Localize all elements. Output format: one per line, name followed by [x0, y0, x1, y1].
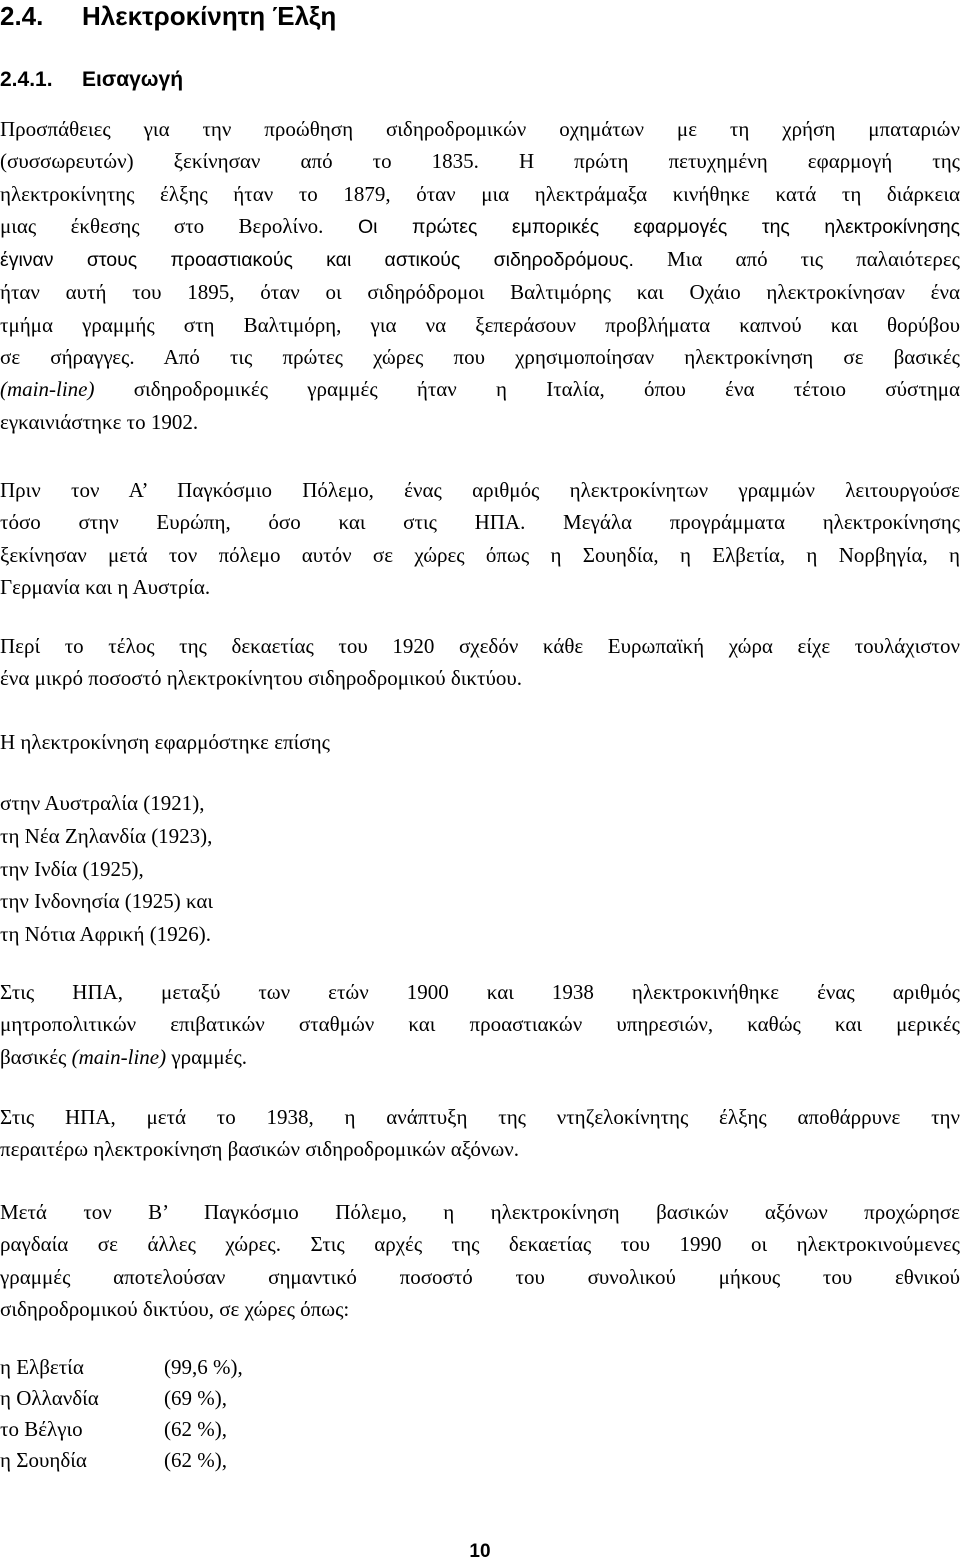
text-segment-italic: (main-line): [71, 1044, 167, 1069]
text-line: [0, 243, 960, 276]
section-heading: [0, 0, 336, 32]
text-line: [0, 341, 960, 373]
table-row: [0, 1445, 243, 1476]
text-line: γραμμές αποτελούσαν σημαντικό ποσοστό του συνολικού μήκους του εθνικού: [0, 1264, 960, 1289]
subsection-number: 2.4.1.: [0, 68, 53, 91]
list-item: τη Νέα Ζηλανδία (1923),: [0, 823, 213, 848]
text-segment: σιδηροδρομικές γραμμές ήταν η Ιταλία, όπου ένα τέτοιο σύστημα: [94, 377, 960, 402]
text-line: Στις ΗΠΑ, μετά το 1938, η ανάπτυξη της ντηζελοκίνητης έλξης αποθάρρυνε την: [0, 1105, 960, 1129]
table-row: [0, 1414, 243, 1445]
list-item: στην Αυστραλία (1921),: [0, 791, 205, 815]
paragraph-introduction: [0, 113, 960, 438]
text-segment: γραμμές.: [166, 1044, 248, 1069]
text-line: σιδηροδρομικού δικτύου, σε χώρες όπως:: [0, 1296, 350, 1321]
section-number: 2.4.: [0, 1, 44, 31]
text-segment: Μεγάλα προγράμματα ηλεκτροκίνησης: [525, 510, 960, 535]
text-line: περαιτέρω ηλεκτροκίνηση βασικών σιδηροδρομικών αξόνων.: [0, 1137, 519, 1162]
table-cell-country: το Βέλγιο: [0, 1417, 83, 1441]
text-line: Στις ΗΠΑ, μεταξύ των ετών 1900 και 1938 ηλεκτροκινήθηκε ένας αριθμός: [0, 980, 960, 1004]
text-line: [0, 210, 960, 243]
paragraph-usa-after-1938: [0, 1101, 960, 1166]
text-segment: σε σήραγγες.: [0, 345, 135, 370]
table-cell-value: (62 %),: [164, 1417, 227, 1441]
text-line: [0, 1228, 960, 1260]
text-line: Περί το τέλος της δεκαετίας του 1920 σχεδόν κάθε Ευρωπαϊκή χώρα είχε τουλάχιστον: [0, 634, 960, 658]
text-segment: ραγδαία σε άλλες χώρες.: [0, 1232, 281, 1257]
text-segment: Από τις πρώτες χώρες που χρησιμοποίησαν ηλεκτροκίνηση σε βασικές: [134, 345, 960, 370]
text-line: εγκαινιάστηκε το 1902.: [0, 409, 199, 434]
text-line: Γερμανία και η Αυστρία.: [0, 574, 211, 599]
table-cell-value: (62 %),: [164, 1448, 227, 1472]
text-line: Μετά τον Β’ Παγκόσμιο Πόλεμο, η ηλεκτροκίνηση βασικών αξόνων προχώρησε: [0, 1200, 960, 1224]
table-cell-country: η Ολλανδία: [0, 1386, 99, 1410]
text-line: ξεκίνησαν μετά τον πόλεμο αυτόν σε χώρες όπως η Σουηδία, η Ελβετία, η Νορβηγία, η: [0, 542, 960, 567]
text-line: Προσπάθειες για την προώθηση σιδηροδρομικών οχημάτων με τη χρήση μπαταριών: [0, 117, 960, 141]
electrification-percentage-table: [0, 1352, 243, 1476]
table-row: [0, 1383, 243, 1414]
text-segment: Μια από τις παλαιότερες: [633, 247, 960, 272]
text-segment-sans: έγιναν στους προαστιακούς και αστικούς σιδηροδρόμους.: [0, 249, 634, 272]
paragraph-post-war: [0, 1196, 960, 1325]
paragraph-1920s: [0, 630, 960, 695]
text-line: μητροπολιτικών επιβατικών σταθμών και προαστιακών υπηρεσιών, καθώς και μερικές: [0, 1012, 960, 1037]
subsection-title: Εισαγωγή: [82, 68, 184, 91]
text-segment: βασικές: [0, 1044, 67, 1069]
text-line: (συσσωρευτών) ξεκίνησαν από το 1835. Η πρώτη πετυχημένη εφαρμογή της: [0, 149, 960, 174]
list-item: την Ινδία (1925),: [0, 856, 144, 881]
table-cell-value: (69 %),: [164, 1386, 227, 1410]
text-line: ήταν αυτή του 1895, όταν οι σιδηρόδρομοι Βαλτιμόρης και Οχάιο ηλεκτροκίνησαν ένα: [0, 280, 960, 305]
text-segment-sans: Οι πρώτες εμπορικές εφαρμογές της ηλεκτροκίνησης: [323, 215, 960, 238]
text-line: ένα μικρό ποσοστό ηλεκτροκίνητου σιδηροδρομικού δικτύου.: [0, 666, 522, 691]
table-cell-country: η Σουηδία: [0, 1448, 87, 1472]
paragraph-pre-war: [0, 474, 960, 603]
table-row: [0, 1352, 243, 1383]
text-segment: μιας έκθεσης στο Βερολίνο.: [0, 213, 324, 238]
text-line: [0, 506, 960, 538]
text-segment: Στις αρχές της δεκαετίας του 1990 οι ηλεκτροκινούμενες: [280, 1232, 960, 1257]
country-year-list: [0, 787, 213, 951]
list-item: τη Νότια Αφρική (1926).: [0, 922, 211, 947]
table-cell-country: η Ελβετία: [0, 1355, 84, 1379]
text-line: [0, 1041, 960, 1073]
text-line: τμήμα γραμμής στη Βαλτιμόρη, για να ξεπεράσουν προβλήματα καπνού και θορύβου: [0, 312, 960, 337]
section-title: Ηλεκτροκίνητη Έλξη: [82, 1, 337, 31]
paragraph-also-applied: Η ηλεκτροκίνηση εφαρμόστηκε επίσης: [0, 730, 330, 754]
text-segment-italic: (main-line): [0, 377, 95, 402]
list-item: την Ινδονησία (1925) και: [0, 889, 214, 914]
text-line: [0, 373, 960, 405]
paragraph-usa-1900-1938: [0, 976, 960, 1073]
text-segment: τόσο στην Ευρώπη, όσο και στις ΗΠΑ.: [0, 510, 526, 535]
table-cell-value: (99,6 %),: [164, 1355, 243, 1379]
subsection-heading: [0, 64, 183, 96]
text-line: Πριν τον Α’ Παγκόσμιο Πόλεμο, ένας αριθμός ηλεκτροκίνητων γραμμών λειτουργούσε: [0, 478, 960, 502]
page-number: 10: [469, 1541, 491, 1562]
text-line: ηλεκτροκίνητης έλξης ήταν το 1879, όταν μια ηλεκτράμαξα κινήθηκε κατά τη διάρκεια: [0, 181, 960, 206]
